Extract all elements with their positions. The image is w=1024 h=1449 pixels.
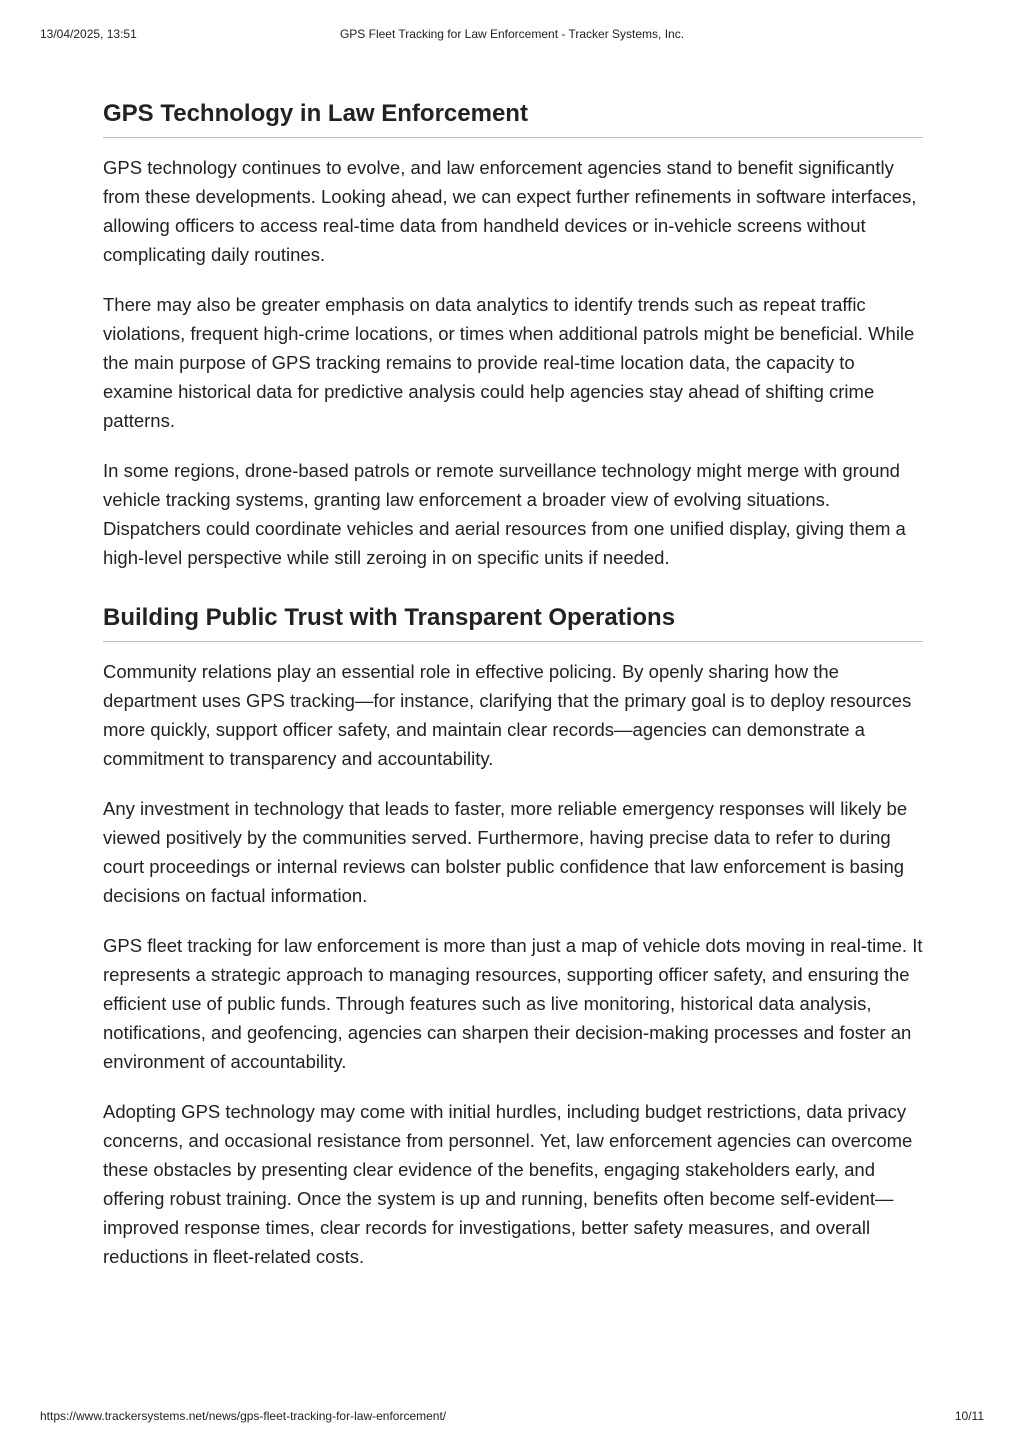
paragraph: There may also be greater emphasis on data analytics to identify trends such as repeat traffic violations, frequent high-crime locations, or times when additional patrols might be beneficial. While the main purpose of GPS tracking remains to provide real-time location data, the capacity to examine historical data for predictive analysis could help agencies stay ahead of shifting crime patterns. — [103, 294, 915, 431]
section-body-public-trust — [103, 657, 923, 1271]
print-footer — [40, 1409, 984, 1425]
paragraph: GPS technology continues to evolve, and law enforcement agencies stand to benefit significantly from these developments. Looking ahead, we can expect further refinements in software interfaces, allowing officers to access real-time data from handheld devices or in-vehicle screens without complicating daily routines. — [103, 157, 917, 265]
print-header — [40, 27, 984, 43]
print-datetime: 13/04/2025, 13:51 — [40, 27, 137, 41]
paragraph: Community relations play an essential role in effective policing. By openly sharing how the department uses GPS tracking—for instance, clarifying that the primary goal is to deploy resources more quickly, support officer safety, and maintain clear records—agencies can demonstrate a commitment to transparency and accountability. — [103, 661, 912, 769]
section-heading-gps-technology: GPS Technology in Law Enforcement — [103, 98, 923, 138]
print-page-title: GPS Fleet Tracking for Law Enforcement - Tracker Systems, Inc. — [339, 27, 685, 41]
section-body-gps-technology — [103, 153, 923, 572]
print-page-number: 10/11 — [954, 1409, 984, 1423]
paragraph: Adopting GPS technology may come with initial hurdles, including budget restrictions, data privacy concerns, and occasional resistance from personnel. Yet, law enforcement agencies can overcome these obstacles by presenting clear evidence of the benefits, engaging stakeholders early, and offering robust training. Once the system is up and running, benefits often become self-evident—improved response times, clear records for investigations, better safety measures, and overall reductions in fleet-related costs. — [103, 1101, 913, 1267]
paragraph: Any investment in technology that leads to faster, more reliable emergency responses will likely be viewed positively by the communities served. Furthermore, having precise data to refer to during court proceedings or internal reviews can bolster public confidence that law enforcement is basing decisions on factual information. — [103, 798, 908, 906]
print-url: https://www.trackersystems.net/news/gps-fleet-tracking-for-law-enforcement/ — [40, 1409, 447, 1423]
paragraph: GPS fleet tracking for law enforcement is more than just a map of vehicle dots moving in real-time. It represents a strategic approach to managing resources, supporting officer safety, and ensuring the efficient use of public funds. Through features such as live monitoring, historical data analysis, notifications, and geofencing, agencies can sharpen their decision-making processes and foster an environment of accountability. — [103, 935, 923, 1072]
section-heading-public-trust: Building Public Trust with Transparent Operations — [103, 602, 923, 642]
paragraph: In some regions, drone-based patrols or remote surveillance technology might merge with ground vehicle tracking systems, granting law enforcement a broader view of evolving situations. Dispatchers could coordinate vehicles and aerial resources from one unified display, giving them a high-level perspective while still zeroing in on specific units if needed. — [103, 460, 906, 568]
article-content — [103, 98, 923, 1292]
